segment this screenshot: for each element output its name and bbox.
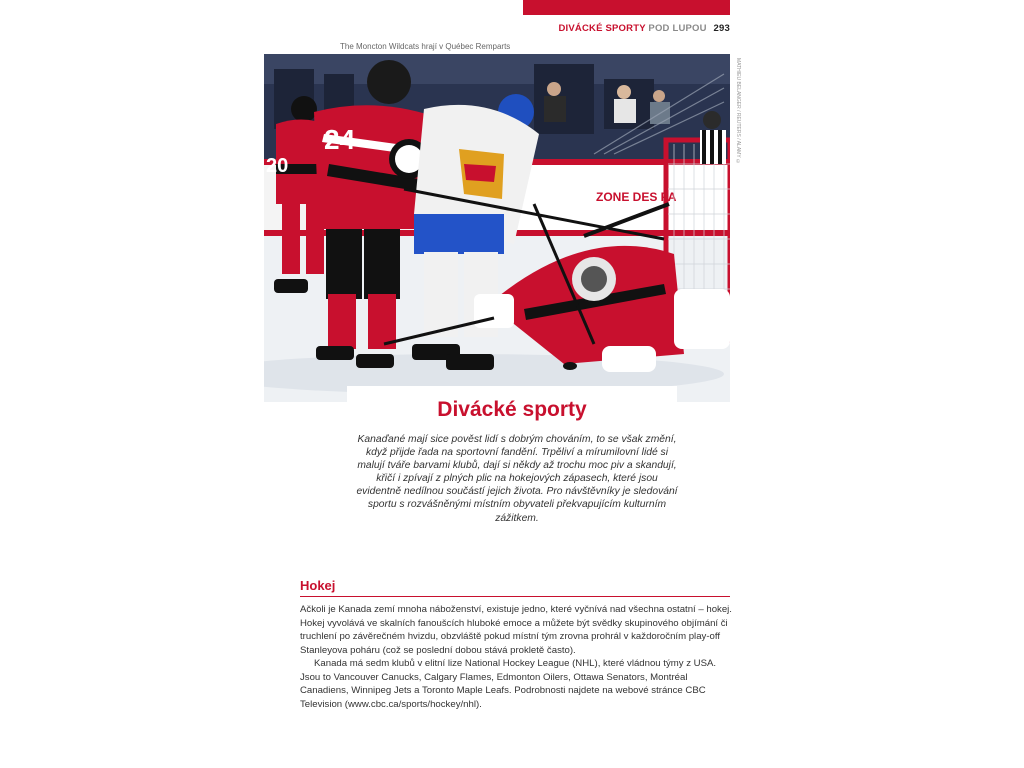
running-head-section: DIVÁCKÉ SPORTY [558,23,646,34]
page-number: 293 [713,23,730,34]
hockey-photo [264,54,730,402]
paragraph-1: Ačkoli je Kanada zemí mnoha náboženství, existuje jedno, které vyčnívá nad všechna ostatní – hokej. Hokej vyvolává ve skalních fanoušcích hluboké emoce a můžete být svědky skupinového objímání či truchlení po závěrečném hvizdu, obzvláště pokud místní tým zrovna prohrál v každoročním play-off Stanleyova poháru (což se poslední dobou stává prokletě často). [300,604,732,656]
body-text [300,603,732,711]
jersey-number-20: 20 [266,155,289,177]
photo-caption: The Moncton Wildcats hrají v Québec Remparts [340,42,511,51]
jersey-number-24: 24 [324,124,356,155]
section-heading [300,578,730,597]
title-box [347,386,677,426]
puck-icon [563,362,577,370]
page-tab-bar [523,0,730,15]
article-lead: Kanaďané mají sice pověst lidí s dobrým chováním, to se však změní, když přijde řada na sportovní fandění. Trpěliví a mírumilovní lidé si malují tváře barvami klubů, dají si někdy až trochu moc piv a skandují, křičí i zpívají z plných plic na hokejových zápasech, které jsou evidentně nedílnou součástí jejich života. Pro návštěvníky je sledování sportu s rozvášněnými místním obyvateli překvapujícím kulturním zážitkem. [356,434,678,524]
paragraph-2: Kanada má sedm klubů v elitní lize National Hockey League (NHL), které vládnou týmy z USA. Jsou to Vancouver Canucks, Calgary Flames, Edmonton Oilers, Ottawa Senators, Montréal Canadiens, Winnipeg Jets a Toronto Maple Leafs. Podrobnosti najdete na webové stránce CBC Television (www.cbc.ca/sports/hockey/nhl). [300,658,717,710]
running-head-subsection: POD LUPOU [648,23,707,34]
photo-credit: MATHIEU BELANGER / REUTERS / ALAMY © [735,58,741,165]
board-sign: ZONE DES PA [596,190,677,204]
running-head [558,23,730,34]
section-title: Hokej [300,578,336,593]
article-title: Divácké sporty [437,398,587,421]
